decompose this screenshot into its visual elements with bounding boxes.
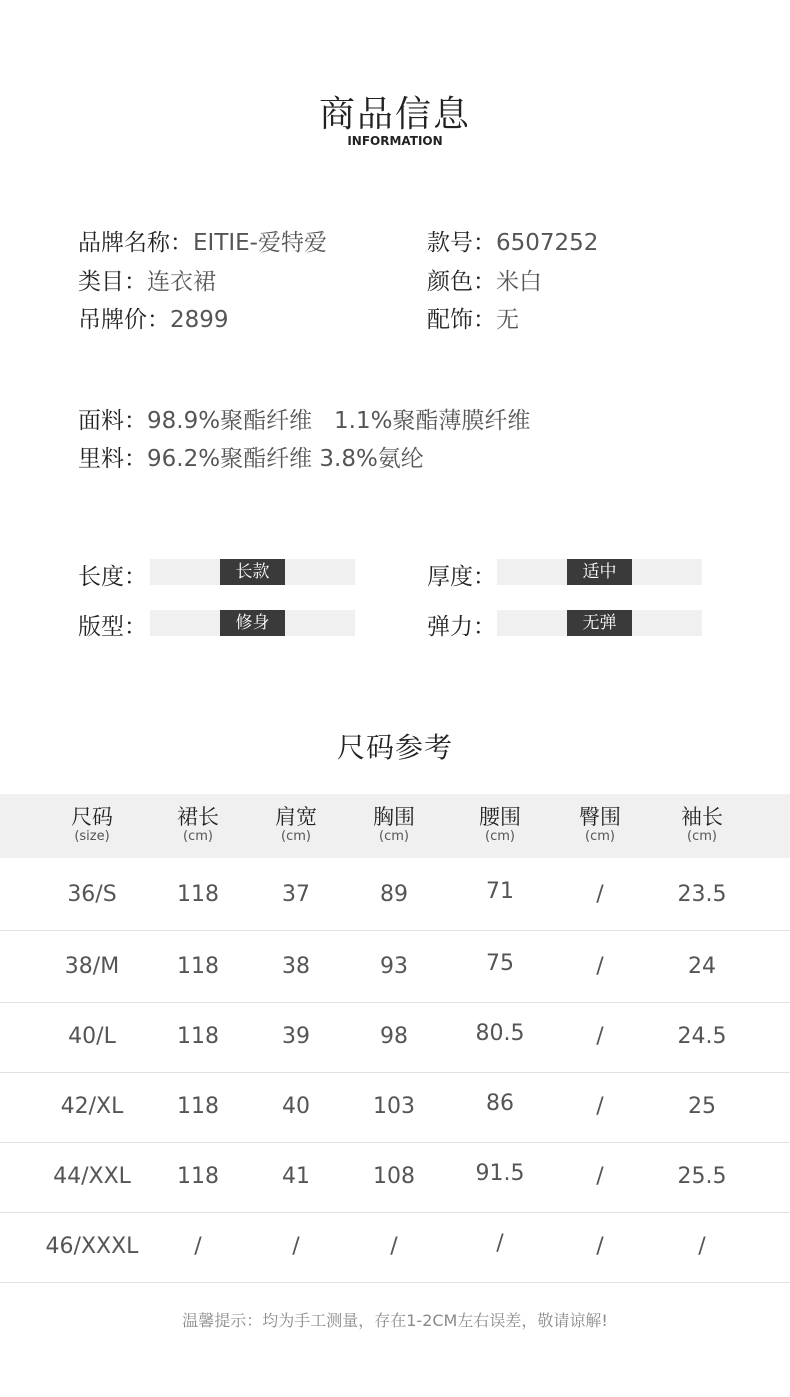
accessory-value: 无 bbox=[496, 307, 519, 333]
cell-sleeve: 24.5 bbox=[677, 1024, 727, 1049]
header-dress-length-label: 裙长 bbox=[177, 805, 219, 829]
measurement-note: 温馨提示：均为手工测量，存在1-2CM左右误差，敬请谅解! bbox=[182, 1311, 608, 1330]
header-size-label: 尺码 bbox=[71, 805, 113, 829]
table-row bbox=[0, 1071, 790, 1143]
accessory-row bbox=[427, 301, 519, 334]
price-label: 吊牌价： bbox=[78, 307, 170, 333]
header-shoulder-unit: (cm) bbox=[281, 829, 311, 844]
cell-hip: / bbox=[596, 1164, 604, 1189]
cell-sleeve: 24 bbox=[688, 954, 716, 979]
header-sleeve bbox=[652, 794, 752, 858]
cell-sleeve: 25.5 bbox=[677, 1164, 727, 1189]
thickness-label: 厚度： bbox=[427, 564, 496, 590]
header-hip-label: 臀围 bbox=[579, 805, 621, 829]
header-size bbox=[42, 794, 142, 858]
cell-waist: 71 bbox=[486, 879, 514, 904]
style-no-label: 款号： bbox=[427, 230, 496, 256]
header-sleeve-label: 袖长 bbox=[681, 805, 723, 829]
thickness-bar bbox=[497, 559, 702, 585]
page-subtitle: INFORMATION bbox=[347, 134, 443, 148]
cell-hip: / bbox=[596, 1094, 604, 1119]
cell-shoulder: 38 bbox=[282, 954, 310, 979]
cell-size: 40/L bbox=[68, 1024, 116, 1049]
fabric-lining-label: 里料： bbox=[78, 446, 147, 472]
table-row bbox=[0, 1001, 790, 1073]
cell-size: 36/S bbox=[67, 882, 117, 907]
fit-label: 版型： bbox=[78, 614, 147, 640]
cell-hip: / bbox=[596, 882, 604, 907]
fit-chip: 修身 bbox=[220, 610, 285, 636]
fabric-outer-label: 面料： bbox=[78, 408, 147, 434]
cell-bust: / bbox=[390, 1234, 398, 1259]
header-waist-unit: (cm) bbox=[485, 829, 515, 844]
page-title: 商品信息 bbox=[318, 94, 471, 135]
table-row bbox=[0, 931, 790, 1003]
cell-shoulder: 37 bbox=[282, 882, 310, 907]
cell-bust: 103 bbox=[373, 1094, 415, 1119]
cell-size: 44/XXL bbox=[53, 1164, 131, 1189]
accessory-label: 配饰： bbox=[427, 307, 496, 333]
color-row bbox=[427, 263, 542, 296]
cell-size: 42/XL bbox=[60, 1094, 124, 1119]
table-row bbox=[0, 1141, 790, 1213]
cell-shoulder: 39 bbox=[282, 1024, 310, 1049]
header-hip bbox=[550, 794, 650, 858]
header-dress-length bbox=[148, 794, 248, 858]
fabric-outer-value: 98.9%聚酯纤维 1.1%聚酯薄膜纤维 bbox=[147, 408, 531, 434]
cell-sleeve: 23.5 bbox=[677, 882, 727, 907]
header-shoulder-label: 肩宽 bbox=[275, 805, 317, 829]
elasticity-chip: 无弹 bbox=[567, 610, 632, 636]
cell-bust: 98 bbox=[380, 1024, 408, 1049]
brand-row bbox=[78, 224, 327, 257]
length-chip: 长款 bbox=[220, 559, 285, 585]
cell-dress-length: 118 bbox=[177, 882, 219, 907]
cell-shoulder: / bbox=[292, 1234, 300, 1259]
cell-size: 38/M bbox=[64, 954, 120, 979]
length-bar bbox=[150, 559, 355, 585]
color-label: 颜色： bbox=[427, 269, 496, 295]
brand-value: EITIE-爱特爱 bbox=[193, 230, 327, 256]
header-waist-label: 腰围 bbox=[479, 805, 521, 829]
length-label: 长度： bbox=[78, 564, 147, 590]
cell-size: 46/XXXL bbox=[45, 1234, 139, 1259]
brand-label: 品牌名称： bbox=[78, 230, 193, 256]
header-dress-length-unit: (cm) bbox=[183, 829, 213, 844]
cell-shoulder: 41 bbox=[282, 1164, 310, 1189]
header-bust-unit: (cm) bbox=[379, 829, 409, 844]
fit-bar bbox=[150, 610, 355, 636]
cell-sleeve: 25 bbox=[688, 1094, 716, 1119]
cell-shoulder: 40 bbox=[282, 1094, 310, 1119]
cell-waist: 80.5 bbox=[475, 1021, 525, 1046]
cell-dress-length: 118 bbox=[177, 1094, 219, 1119]
cell-waist: 86 bbox=[486, 1091, 514, 1116]
fabric-lining-value: 96.2%聚酯纤维 3.8%氨纶 bbox=[147, 446, 424, 472]
cell-waist: / bbox=[496, 1231, 504, 1256]
fabric-outer-row bbox=[78, 402, 530, 435]
price-value: 2899 bbox=[170, 307, 229, 333]
header-sleeve-unit: (cm) bbox=[687, 829, 717, 844]
elasticity-bar bbox=[497, 610, 702, 636]
category-label: 类目： bbox=[78, 269, 147, 295]
cell-sleeve: / bbox=[698, 1234, 706, 1259]
header-shoulder bbox=[246, 794, 346, 858]
thickness-chip: 适中 bbox=[567, 559, 632, 585]
cell-dress-length: 118 bbox=[177, 954, 219, 979]
cell-dress-length: / bbox=[194, 1234, 202, 1259]
header-bust-label: 胸围 bbox=[373, 805, 415, 829]
cell-waist: 91.5 bbox=[475, 1161, 525, 1186]
category-row bbox=[78, 263, 216, 296]
cell-bust: 108 bbox=[373, 1164, 415, 1189]
style-no-row bbox=[427, 224, 598, 257]
header-size-unit: (size) bbox=[74, 829, 110, 844]
size-chart-title: 尺码参考 bbox=[336, 731, 453, 764]
fabric-lining-row bbox=[78, 440, 424, 473]
cell-hip: / bbox=[596, 1024, 604, 1049]
cell-bust: 89 bbox=[380, 882, 408, 907]
header-hip-unit: (cm) bbox=[585, 829, 615, 844]
elasticity-label: 弹力： bbox=[427, 614, 496, 640]
size-table-header bbox=[0, 794, 790, 858]
price-row bbox=[78, 301, 229, 334]
cell-dress-length: 118 bbox=[177, 1024, 219, 1049]
category-value: 连衣裙 bbox=[147, 269, 216, 295]
header-waist bbox=[450, 794, 550, 858]
cell-bust: 93 bbox=[380, 954, 408, 979]
header-bust bbox=[344, 794, 444, 858]
cell-waist: 75 bbox=[486, 951, 514, 976]
cell-hip: / bbox=[596, 954, 604, 979]
table-row bbox=[0, 859, 790, 931]
color-value: 米白 bbox=[496, 269, 542, 295]
table-row bbox=[0, 1211, 790, 1283]
cell-hip: / bbox=[596, 1234, 604, 1259]
style-no-value: 6507252 bbox=[496, 230, 599, 256]
cell-dress-length: 118 bbox=[177, 1164, 219, 1189]
